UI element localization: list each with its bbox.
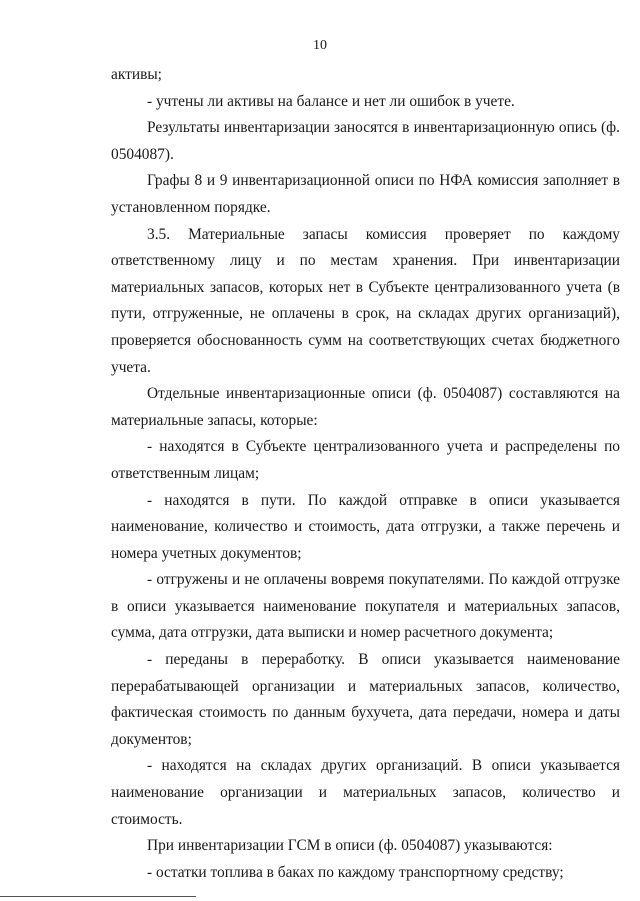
paragraph: - находятся в Субъекте централизованного учета и распределены по ответственным лицам; — [111, 438, 620, 482]
paragraph: При инвентаризации ГСМ в описи (ф. 0504087) указываются: — [147, 837, 553, 855]
paragraph: Результаты инвентаризации заносятся в инвентаризационную опись (ф. 0504087). — [111, 119, 620, 163]
paragraph: - находятся на складах других организаций. В описи указывается наименование организации и материальных запасов, количество и стоимость. — [111, 757, 620, 828]
paragraph: - остатки топлива в баках по каждому транспортному средству; — [147, 863, 564, 881]
paragraph: Отдельные инвентаризационные описи (ф. 0504087) составляются на материальные запасы, которые: — [111, 385, 620, 429]
paragraph: - находятся в пути. По каждой отправке в описи указывается наименование, количество и стоимость, дата отгрузки, а также перечень и номера учетных документов; — [111, 491, 620, 562]
footer-divider — [0, 896, 196, 897]
document-body — [111, 62, 620, 886]
paragraph: 3.5. Материальные запасы комиссия проверяет по каждому ответственному лицу и по местам хранения. При инвентаризации материальных запасов, которых нет в Субъекте централизованного учета (в пути, отгруженные, не оплачены в срок, на складах других организаций), проверяется обоснованность сумм на соответствующих счетах бюджетного учета. — [111, 225, 620, 376]
paragraph: - учтены ли активы на балансе и нет ли ошибок в учете. — [147, 92, 515, 110]
paragraph: Графы 8 и 9 инвентаризационной описи по НФА комиссия заполняет в установленном порядке. — [111, 172, 620, 216]
page-number: 10 — [313, 38, 327, 53]
paragraph: активы; — [111, 66, 162, 83]
paragraph: - переданы в переработку. В описи указывается наименование перерабатывающей организации и материальных запасов, количество, фактическая стоимость по данным бухучета, дата передачи, номера и даты документов; — [111, 651, 620, 748]
paragraph: - отгружены и не оплачены вовремя покупателями. По каждой отгрузке в описи указывается наименование покупателя и материальных запасов, сумма, дата отгрузки, дата выписки и номер расчетного документа; — [111, 571, 620, 642]
